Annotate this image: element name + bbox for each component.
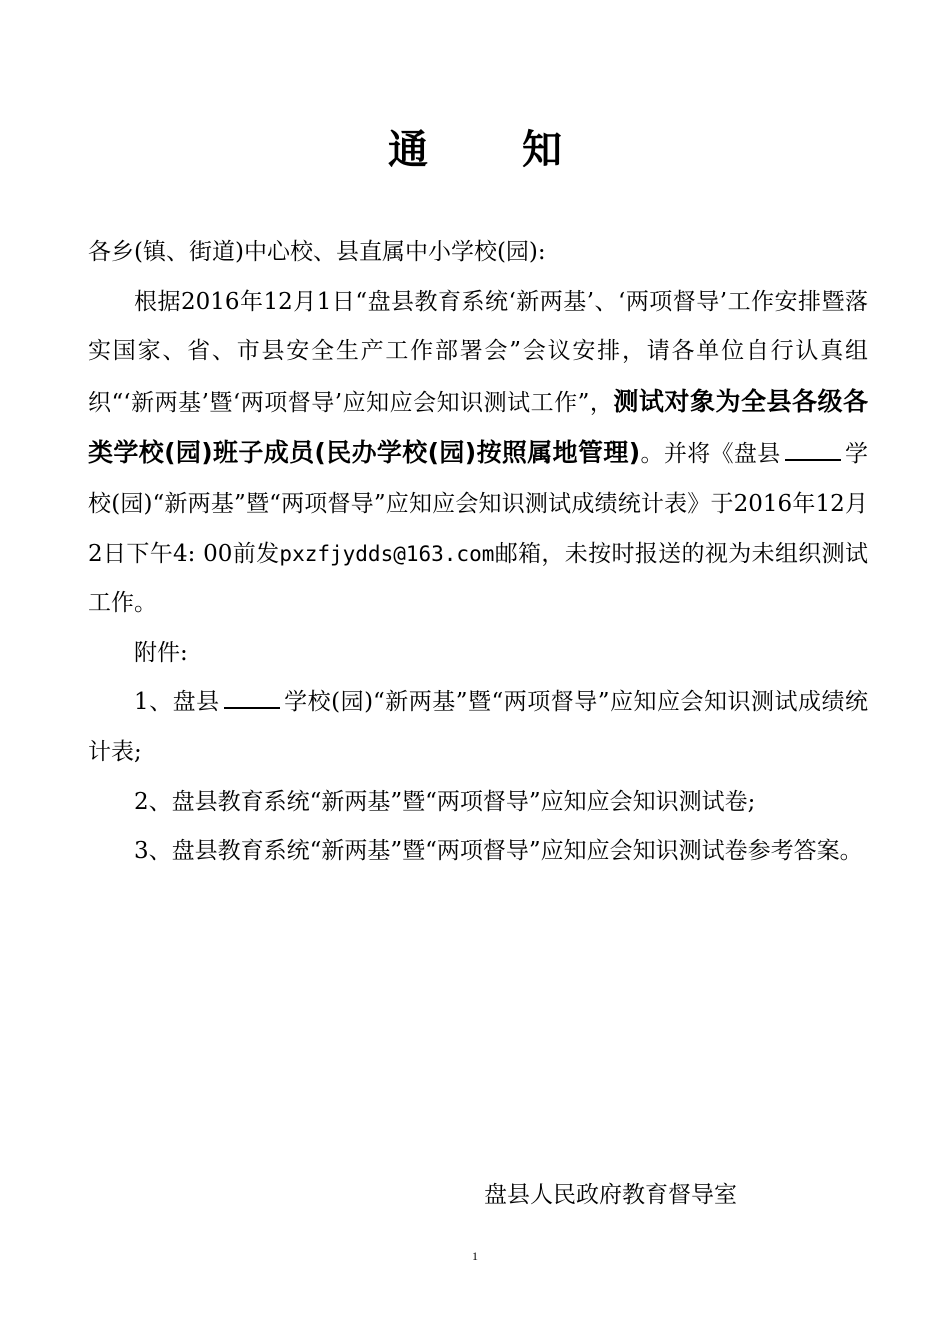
paragraph-intro: 根据2016年12月1日“盘县教育系统‘新两基’、‘两项督导’工作安排暨落实国家、省、市县安全生产工作部署会”会议安排，请各单位自行认真组织“‘新两基’暨‘两项督导’应知应会知识测试工作”， <box>88 288 868 416</box>
attachment-item-1 <box>88 678 868 777</box>
page-number: 1 <box>472 1249 478 1263</box>
paragraph-after-blank: 学校(园)“新两基”暨“两项督导”应知应会知识测试成绩统计表》于2016年12月2日下午4: 00前发 <box>88 441 869 567</box>
test-target-bold-text: 测试对象为全县各级各类学校(园)班子成员(民办学校(园)按照属地管理) <box>88 386 868 468</box>
attachment-1-suffix: 学校(园)“新两基”暨“两项督导”应知应会知识测试成绩统计表; <box>88 689 868 765</box>
addressee-line: 各乡(镇、街道)中心校、县直属中小学校(园): <box>88 239 546 265</box>
attachment-1-prefix: 1、盘县 <box>134 689 220 716</box>
attachment-item-3: 3、盘县教育系统“新两基”暨“两项督导”应知应会知识测试卷参考答案。 <box>134 838 863 865</box>
attachment-school-name-blank <box>224 685 280 709</box>
email-address: pxzfjydds@163.com <box>279 541 495 566</box>
attachments-label: 附件: <box>134 639 188 666</box>
document-title: 通 知 <box>388 127 602 173</box>
school-name-blank <box>785 437 841 461</box>
document-body <box>88 228 868 877</box>
paragraph-tail: 邮箱，未按时报送的视为未组织测试工作。 <box>88 540 869 617</box>
attachment-item-2: 2、盘县教育系统“新两基”暨“两项督导”应知应会知识测试卷; <box>134 788 756 815</box>
main-paragraph <box>88 278 868 629</box>
signature-organization: 盘县人民政府教育督导室 <box>484 1182 737 1208</box>
paragraph-mid: 。并将《盘县 <box>640 441 781 468</box>
